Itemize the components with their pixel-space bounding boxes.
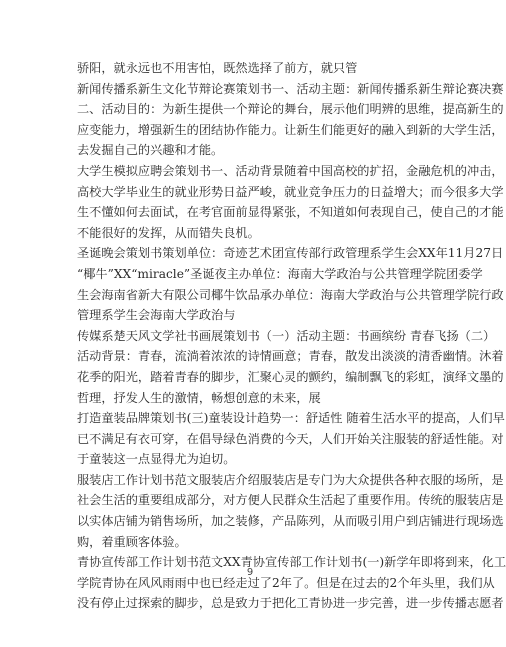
text-line: 二、活动目的：为新生提供一个辩论的舞台，展示他们明辨的思维，提高新生的: [77, 102, 504, 117]
text-line: 应变能力，增强新生的团结协作能力。让新生们能更好的融入到新的大学生活，: [77, 122, 504, 137]
document-body: [77, 58, 506, 614]
text-line: 大学生模拟应聘会策划书一、活动背景随着中国高校的扩招，金融危机的冲击，: [77, 163, 504, 178]
text-line: 去发掘自己的兴趣和才能。: [77, 143, 224, 158]
text-line: 服装店工作计划书范文服装店介绍服装店是专门为大众提供各种衣服的场所，是: [77, 472, 504, 487]
text-line: 骄阳，就永远也不用害怕，既然选择了前方，就只管: [77, 61, 358, 75]
text-line: 花季的阳光，踏着青春的脚步，汇聚心灵的颤约，编制飘飞的彩虹，演绎文墨的: [77, 369, 504, 384]
text-line: 购，着重顾客体验。: [77, 534, 187, 549]
text-line: 以实体店铺为销售场所，加之装修，产品陈列，从而吸引用户到店铺进行现场选: [77, 514, 504, 529]
text-line: 新闻传播系新生文化节辩论赛策划书一、活动主题：新闻传播系新生辩论赛决赛: [77, 81, 504, 96]
page-number: 9: [246, 567, 254, 578]
text-line: 没有停止过探索的脚步，总是致力于把化工青协进一步完善，进一步传播志愿者: [77, 596, 504, 611]
text-line: 打造童装品牌策划书(三)童装设计趋势一：舒适性 随着生活水平的提高，人们早: [77, 411, 505, 426]
text-line: 学院青协在风风雨雨中也已经走过了2年了。但是在过去的2个年头里，我们从: [77, 575, 495, 590]
text-line: 不能很好的发挥，从而错失良机。: [77, 225, 260, 240]
text-line: 社会生活的重要组成部分，对方便人民群众生活起了重要作用。传统的服装店是: [77, 493, 504, 508]
text-line: 高校大学毕业生的就业形势日益严峻，就业竞争压力的日益增大；而今很多大学: [77, 184, 504, 199]
text-line: “椰牛”XX“miracle”圣诞夜主办单位：海南大学政治与公共管理学院团委学: [77, 266, 483, 281]
text-line: 生不懂如何去面试，在考官面前显得紧张，不知道如何表现自己，使自己的才能: [77, 205, 504, 220]
text-line: 传媒系楚天风文学社书画展策划书（一）活动主题：书画缤纷 青春飞扬（二）: [77, 328, 496, 343]
text-line: 圣诞晚会策划书策划单位：奇迹艺术团宣传部行政管理系学生会XX年11月27日: [77, 246, 504, 261]
text-line: 于童装这一点显得尤为迫切。: [77, 452, 236, 467]
text-line: 管理系学生会海南大学政治与: [77, 308, 236, 323]
text-line: 哲理，抒发人生的激情，畅想创意的未来，展: [77, 390, 321, 405]
text-line: 生会海南省新大有限公司椰牛饮品承办单位：海南大学政治与公共管理学院行政: [77, 287, 504, 302]
text-line: 青协宣传部工作计划书范文XX青协宣传部工作计划书(一)新学年即将到来，化工: [77, 555, 506, 570]
text-line: 已不满足有衣可穿，在倡导绿色消费的今天，人们开始关注服装的舒适性能。对: [77, 431, 504, 446]
text-line: 活动背景：青春，流淌着浓浓的诗情画意；青春，散发出淡淡的清香幽情。沐着: [77, 349, 504, 364]
